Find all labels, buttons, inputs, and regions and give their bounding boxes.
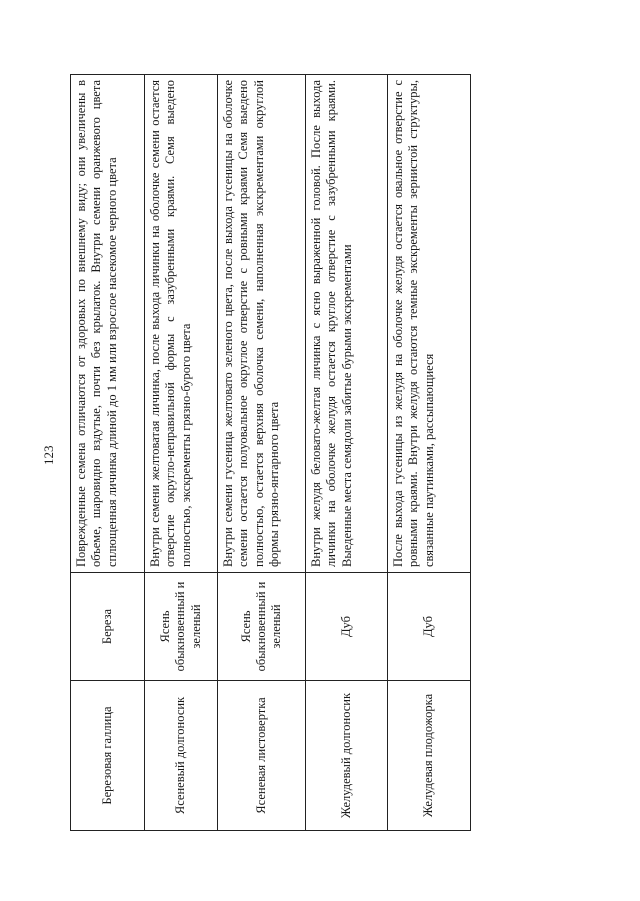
damage-description-cell: Внутри семени гусеница желтовато зеленого цвета, после выхода гусеницы на оболочке семени остается полуовальное округлое отверстие с ровными краями Семя выедено полностью, остается верхняя оболочка семени, наполненная экскрементами округлой формы грязно-янтарного цвета xyxy=(218,75,306,573)
rotated-table-wrapper xyxy=(70,75,470,831)
damage-description-cell: После выхода гусеницы из желудя на оболочке желудя остается овальное отверстие с ровными краями. Внутри желудя остаются темные экскременты зернистой структуры, связанные паутинками, рассыпающиеся xyxy=(388,75,471,573)
table-row xyxy=(145,75,218,831)
host-tree-cell: Ясень обыкновенный и зеленый xyxy=(218,573,306,681)
host-tree-cell: Дуб xyxy=(388,573,471,681)
damage-description-cell: Поврежденные семена отличаются от здоровых по внешнему виду; они увеличены в объеме, шаровидно вздутые, почти без крылаток. Внутри семени оранжевого цвета сплющенная личинка длиной до 1 мм или взрослое насекомое черного цвета xyxy=(71,75,145,573)
pest-name-cell: Ясеневый долгоносик xyxy=(145,681,218,831)
host-tree-cell: Дуб xyxy=(306,573,388,681)
table-row xyxy=(218,75,306,831)
pest-name-cell: Желудевый долгоносик xyxy=(306,681,388,831)
table-row xyxy=(306,75,388,831)
damage-description-cell: Внутри желудя беловато-желтая личинка с ясно выраженной головой. После выхода личинки на оболочке желудя остается круглое отверстие с зазубренными краями. Выеденные места семядоли забитые бурыми экскрементами xyxy=(306,75,388,573)
pest-name-cell: Желудевая плодожорка xyxy=(388,681,471,831)
pest-name-cell: Березовая галлица xyxy=(71,681,145,831)
damage-description-cell: Внутри семени желтоватая личинка, после выхода личинки на оболочке семени остается отверстие округло-неправильной формы с зазубренными краями. Семя выедено полностью, экскременты грязно-бурого цвета xyxy=(145,75,218,573)
host-tree-cell: Береза xyxy=(71,573,145,681)
page-number: 123 xyxy=(41,445,56,465)
table-row xyxy=(388,75,471,831)
pest-name-cell: Ясеневая листовертка xyxy=(218,681,306,831)
pest-damage-table xyxy=(70,74,471,831)
table-row xyxy=(71,75,145,831)
host-tree-cell: Ясень обыкновенный и зеленый xyxy=(145,573,218,681)
